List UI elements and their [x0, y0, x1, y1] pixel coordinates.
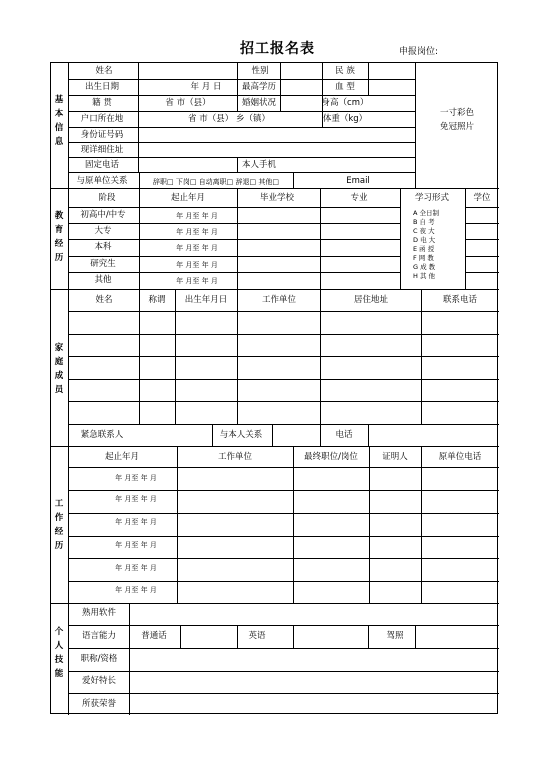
edu-header-4: 学习形式 — [414, 193, 450, 203]
label-mandarin: 普通话 — [141, 631, 167, 641]
v-line — [68, 63, 69, 188]
label-weight: 体重（kg） — [322, 114, 368, 124]
v-line — [68, 289, 69, 446]
idcard-input[interactable] — [139, 128, 414, 141]
h-line — [68, 256, 400, 257]
h-line — [51, 289, 499, 290]
page-title: 招工报名表 — [240, 41, 315, 57]
photo-placeholder: 一寸彩色 免冠照片 — [439, 108, 474, 132]
label-native: 籍 贯 — [92, 98, 112, 108]
v-line — [368, 625, 369, 648]
v-line — [320, 289, 321, 424]
address-input[interactable] — [139, 143, 414, 156]
v-line — [237, 289, 238, 424]
h-line — [68, 207, 400, 208]
h-line — [68, 581, 499, 582]
v-line — [369, 446, 370, 603]
h-line — [68, 467, 499, 468]
label-relation: 与原单位关系 — [76, 176, 128, 186]
family-header-0: 姓名 — [95, 295, 113, 305]
edu-stage-3: 研究生 — [90, 259, 116, 269]
h-line — [68, 223, 400, 224]
work-header-1: 工作单位 — [217, 452, 253, 462]
h-line — [68, 625, 499, 626]
v-line — [293, 446, 294, 603]
family-header-3: 工作单位 — [261, 295, 297, 305]
v-line — [139, 172, 140, 188]
label-height: 身高（cm） — [321, 98, 369, 108]
label-hobby: 爱好特长 — [81, 676, 117, 686]
h-line — [465, 207, 499, 208]
v-line — [293, 172, 294, 188]
work-period-5: 年 月至 年 月 — [115, 586, 157, 594]
label-hukou: 户口所在地 — [80, 114, 124, 124]
label-blood: 血 型 — [335, 82, 355, 92]
h-line — [68, 79, 415, 80]
h-line — [68, 401, 499, 402]
h-line — [68, 536, 499, 537]
family-header-5: 联系电话 — [442, 295, 478, 305]
label-emergency-phone: 电话 — [335, 430, 353, 440]
edu-header-0: 阶段 — [98, 193, 116, 203]
edu-stage-2: 本科 — [94, 242, 112, 252]
work-period-2: 年 月至 年 月 — [115, 518, 157, 526]
section-education: 教育经历 — [54, 211, 64, 263]
edu-form-2: C 夜 大 — [413, 227, 435, 235]
label-language: 语言能力 — [81, 631, 117, 641]
v-line — [400, 188, 401, 289]
h-line — [465, 239, 499, 240]
h-line — [465, 223, 499, 224]
work-header-4: 原单位电话 — [438, 452, 482, 462]
v-line — [465, 188, 466, 289]
label-address: 现详细住址 — [80, 145, 124, 155]
edu-period-3: 年 月至 年 月 — [176, 261, 218, 269]
edu-stage-4: 其他 — [94, 275, 112, 285]
section-skills: 个人技能 — [54, 627, 64, 679]
edu-form-6: G 成 教 — [413, 263, 436, 271]
v-line — [237, 625, 238, 648]
registration-form — [50, 62, 498, 714]
label-relation-self: 与本人关系 — [219, 430, 263, 440]
hukou-format: 省 市（县） 乡（镇） — [188, 114, 270, 124]
h-line — [68, 272, 400, 273]
label-email: Email — [346, 176, 370, 186]
label-emergency: 紧急联系人 — [80, 430, 124, 440]
edu-stage-1: 大专 — [94, 226, 112, 236]
v-line — [68, 188, 69, 289]
label-idcard: 身份证号码 — [80, 130, 124, 140]
work-header-0: 起止年月 — [104, 452, 140, 462]
v-line — [320, 424, 321, 446]
h-line — [68, 239, 400, 240]
v-line — [415, 625, 416, 648]
v-line — [421, 446, 422, 603]
v-line — [237, 188, 238, 289]
label-name: 姓名 — [95, 66, 113, 76]
work-period-3: 年 月至 年 月 — [115, 541, 157, 549]
work-period-1: 年 月至 年 月 — [115, 495, 157, 503]
work-header-3: 证明人 — [382, 452, 408, 462]
label-mobile: 本人手机 — [241, 160, 277, 170]
h-line — [68, 334, 499, 335]
v-line — [68, 603, 69, 715]
edu-form-0: A 全日制 — [413, 209, 440, 217]
edu-form-7: H 其 他 — [413, 272, 436, 280]
section-work: 工作经历 — [54, 499, 64, 551]
label-title: 职称/资格 — [80, 654, 118, 664]
edu-form-1: B 自 考 — [413, 218, 435, 226]
v-line — [293, 625, 294, 648]
h-line — [68, 490, 499, 491]
h-line — [68, 95, 415, 96]
h-line — [68, 424, 499, 425]
edu-period-2: 年 月至 年 月 — [176, 244, 218, 252]
birth-format: 年 月 日 — [190, 82, 222, 92]
ethnic-input[interactable] — [369, 64, 414, 78]
h-line — [68, 513, 499, 514]
v-line — [237, 157, 238, 172]
gender-input[interactable] — [281, 64, 321, 78]
relation-options: 辞职□ 下岗□ 自动离职□ 辞退□ 其他□ — [153, 178, 279, 186]
v-line — [68, 446, 69, 603]
edu-form-5: F 网 教 — [413, 254, 434, 262]
h-line — [68, 157, 415, 158]
v-line — [177, 446, 178, 603]
work-period-0: 年 月至 年 月 — [115, 474, 157, 482]
section-basic: 基本信息 — [54, 95, 64, 147]
section-family: 家庭成员 — [54, 343, 64, 395]
v-line — [320, 188, 321, 289]
edu-period-4: 年 月至 年 月 — [176, 277, 218, 285]
h-line — [68, 379, 499, 380]
v-line — [180, 625, 181, 648]
label-honors: 所获荣誉 — [81, 699, 117, 709]
label-phone: 固定电话 — [84, 160, 120, 170]
native-format: 省 市（县） — [165, 98, 211, 108]
edu-header-5: 学位 — [473, 193, 491, 203]
h-line — [68, 356, 499, 357]
label-gender: 性别 — [251, 66, 269, 76]
software-input[interactable] — [130, 604, 498, 624]
apply-position-label: 申报岗位: — [399, 47, 439, 57]
v-line — [421, 289, 422, 424]
v-line — [212, 424, 213, 446]
label-ethnic: 民 族 — [335, 66, 355, 76]
edu-form-3: D 电 大 — [413, 236, 436, 244]
h-line — [51, 188, 499, 189]
edu-stage-0: 初高中/中专 — [80, 210, 126, 220]
label-license: 驾照 — [386, 631, 404, 641]
v-line — [368, 424, 369, 446]
h-line — [68, 111, 415, 112]
h-line — [465, 272, 499, 273]
family-header-2: 出生年月日 — [184, 295, 228, 305]
v-line — [175, 289, 176, 424]
v-line — [272, 424, 273, 446]
edu-header-1: 起止年月 — [170, 193, 206, 203]
h-line — [68, 558, 499, 559]
label-marital: 婚姻状况 — [241, 98, 277, 108]
edu-header-2: 毕业学校 — [259, 193, 295, 203]
v-line — [139, 188, 140, 289]
h-line — [68, 172, 415, 173]
label-education: 最高学历 — [241, 82, 277, 92]
honors-input[interactable] — [130, 694, 498, 714]
label-english: 英语 — [248, 631, 266, 641]
label-software: 熟用软件 — [81, 608, 117, 618]
family-header-1: 称谓 — [148, 295, 166, 305]
family-header-4: 居住地址 — [353, 295, 389, 305]
edu-header-3: 专业 — [350, 193, 368, 203]
v-line — [237, 63, 238, 111]
h-line — [51, 446, 499, 447]
edu-period-0: 年 月至 年 月 — [176, 212, 218, 220]
work-period-4: 年 月至 年 月 — [115, 564, 157, 572]
label-birth: 出生日期 — [84, 82, 120, 92]
hobby-input[interactable] — [130, 672, 498, 692]
v-line — [139, 289, 140, 424]
h-line — [465, 256, 499, 257]
h-line — [68, 311, 499, 312]
name-input[interactable] — [139, 64, 236, 78]
work-header-2: 最终职位/岗位 — [304, 452, 358, 462]
edu-form-4: E 函 授 — [413, 245, 435, 253]
edu-period-1: 年 月至 年 月 — [176, 228, 218, 236]
title-input[interactable] — [130, 649, 498, 670]
